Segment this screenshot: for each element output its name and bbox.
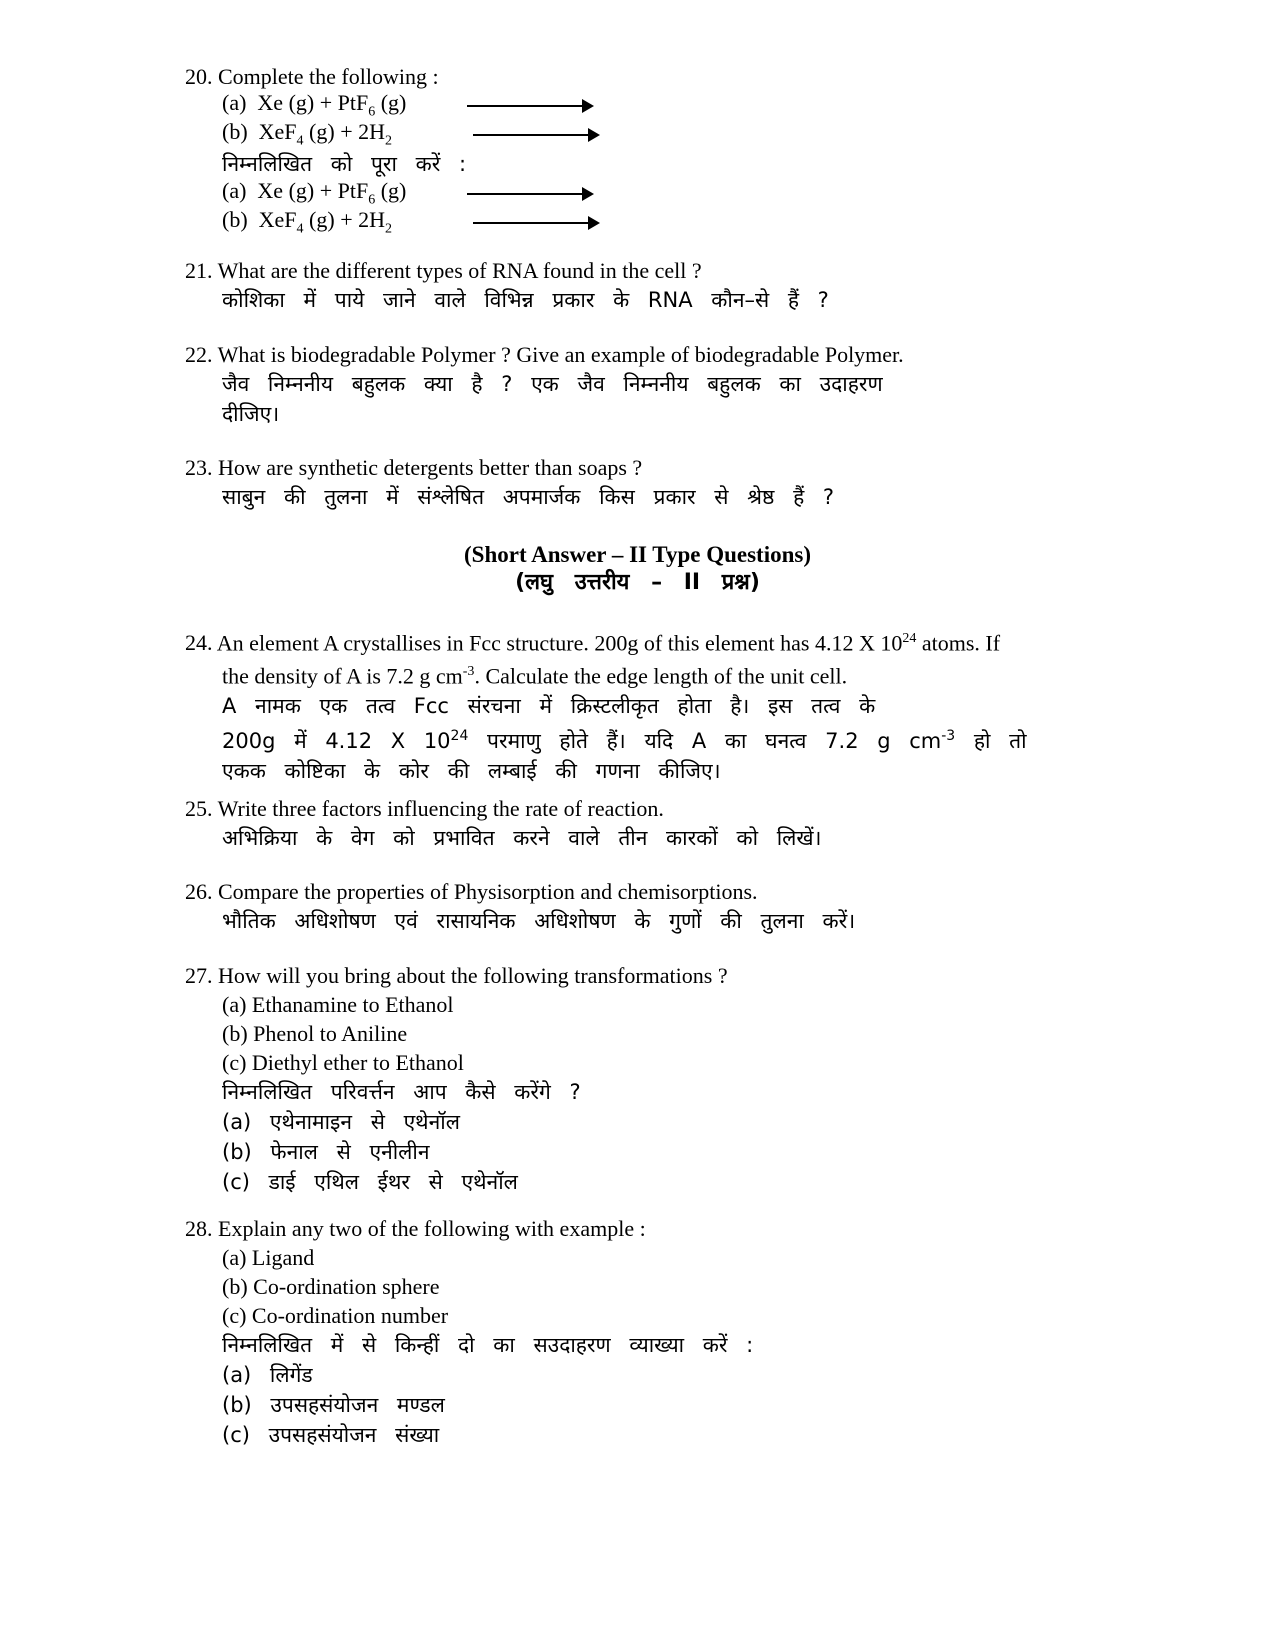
list-item: (b) Phenol to Aniline [222,1021,408,1046]
reaction-arrow-icon [473,222,598,224]
question-text-en: Write three factors influencing the rate of reaction. [217,796,664,821]
question-number: 22. [185,342,213,367]
list-item: (a) एथेनामाइन से एथेनॉल [222,1110,460,1134]
question-text-hi: दीजिए। [222,402,280,426]
question-number: 26. [185,879,213,904]
section-heading-hi: (लघु उत्तरीय – II प्रश्न) [515,570,760,595]
question-number: 25. [185,796,213,821]
question-24: 24. An element A crystallises in Fcc structure. 200g of this element has 4.12 X $10^{24}$ atoms. If the density of A is 7.2 g $cm^{-3}$. Calculate the edge length of the unit cell. A नामक एक तत्व Fcc संरचना में क्रिस्टलीकृत होता है। इस तत्व के 200g में 4.12 X $10^{24}$ परमाणु होते हैं। यदि A का घनत्व 7.2 g $cm^{-3}$ हो तो एकक कोष्टिका के कोर की लम्बाई की गणना कीजिए। [185,624,1125,786]
list-item: (b) उपसहसंयोजन मण्डल [222,1393,445,1417]
question-text-hi: भौतिक अधिशोषण एवं रासायनिक अधिशोषण के गुणों की तुलना करें। [222,909,856,933]
question-21 [185,256,1125,315]
question-text-en: How will you bring about the following transformations ? [218,963,728,988]
list-item: (c) उपसहसंयोजन संख्या [222,1423,440,1447]
reaction-arrow-icon [467,105,592,107]
reaction-b: (b) XeF$_4$ $(g) + 2H_2$ [222,120,1125,149]
question-number: 20. [185,64,213,89]
question-text-hi: अभिक्रिया के वेग को प्रभावित करने वाले तीन कारकों को लिखें। [222,826,822,850]
list-item: (c) डाई एथिल ईथर से एथेनॉल [222,1170,518,1194]
question-26 [185,877,1125,936]
list-item: (a) Ligand [222,1245,315,1270]
reaction-a: (a) Xe (g) + PtF$_6$ (g) [222,179,1125,208]
reaction-arrow-icon [467,193,592,195]
list-item: (c) Diethyl ether to Ethanol [222,1050,464,1075]
question-text-hi: जैव निम्ननीय बहुलक क्या है ? एक जैव निम्ननीय बहुलक का उदाहरण [222,372,883,396]
question-text-hi: A नामक एक तत्व Fcc संरचना में क्रिस्टलीकृत होता है। इस तत्व के [222,693,876,718]
question-23 [185,453,1125,512]
question-22 [185,340,1125,429]
question-text-hi: निम्नलिखित में से किन्हीं दो का सउदाहरण व्याख्या करें : [222,1333,754,1357]
reaction-a: (a) Xe (g) + PtF$_6$ (g) [222,91,1125,120]
reaction-b: (b) XeF$_4$ $(g) + 2H_2$ [222,208,1125,237]
question-text-hi: निम्नलिखित परिवर्त्तन आप कैसे करेंगे ? [222,1080,581,1104]
question-text-hi: कोशिका में पाये जाने वाले विभिन्न प्रकार के RNA कौन–से हैं ? [222,288,829,312]
list-item: (b) Co-ordination sphere [222,1274,440,1299]
question-28 [185,1214,1125,1450]
question-number: 28. [185,1216,213,1241]
question-number: 27. [185,963,213,988]
question-text-hi: साबुन की तुलना में संश्लेषित अपमार्जक किस प्रकार से श्रेष्ठ हैं ? [222,485,835,509]
question-text-en: Compare the properties of Physisorption and chemisorptions. [218,879,758,904]
question-text-en: Explain any two of the following with example : [218,1216,646,1241]
question-text-hi: निम्नलिखित को पूरा करें : [222,152,467,176]
question-text-hi: 200g में 4.12 X $10^{24}$ परमाणु होते हैं। यदि A का घनत्व 7.2 g $cm^{-3}$ हो तो [222,727,1027,753]
question-number: 24. [185,630,213,656]
question-text-en: How are synthetic detergents better than soaps ? [218,455,643,480]
question-text-en: What is biodegradable Polymer ? Give an example of biodegradable Polymer. [217,342,904,367]
reaction-arrow-icon [473,134,598,136]
question-27 [185,961,1125,1197]
section-heading-en: (Short Answer – II Type Questions) [464,542,811,567]
question-text-en: Complete the following : [218,64,439,89]
list-item: (b) फेनाल से एनीलीन [222,1140,430,1164]
question-number: 21. [185,258,213,283]
question-text-hi: एकक कोष्टिका के कोर की लम्बाई की गणना कीजिए। [222,758,721,783]
list-item: (c) Co-ordination number [222,1303,449,1328]
list-item: (a) Ethanamine to Ethanol [222,992,454,1017]
question-20 [185,62,1125,237]
list-item: (a) लिगेंड [222,1363,313,1387]
question-25 [185,794,1125,853]
question-number: 23. [185,455,213,480]
question-text-en: What are the different types of RNA found in the cell ? [217,258,702,283]
